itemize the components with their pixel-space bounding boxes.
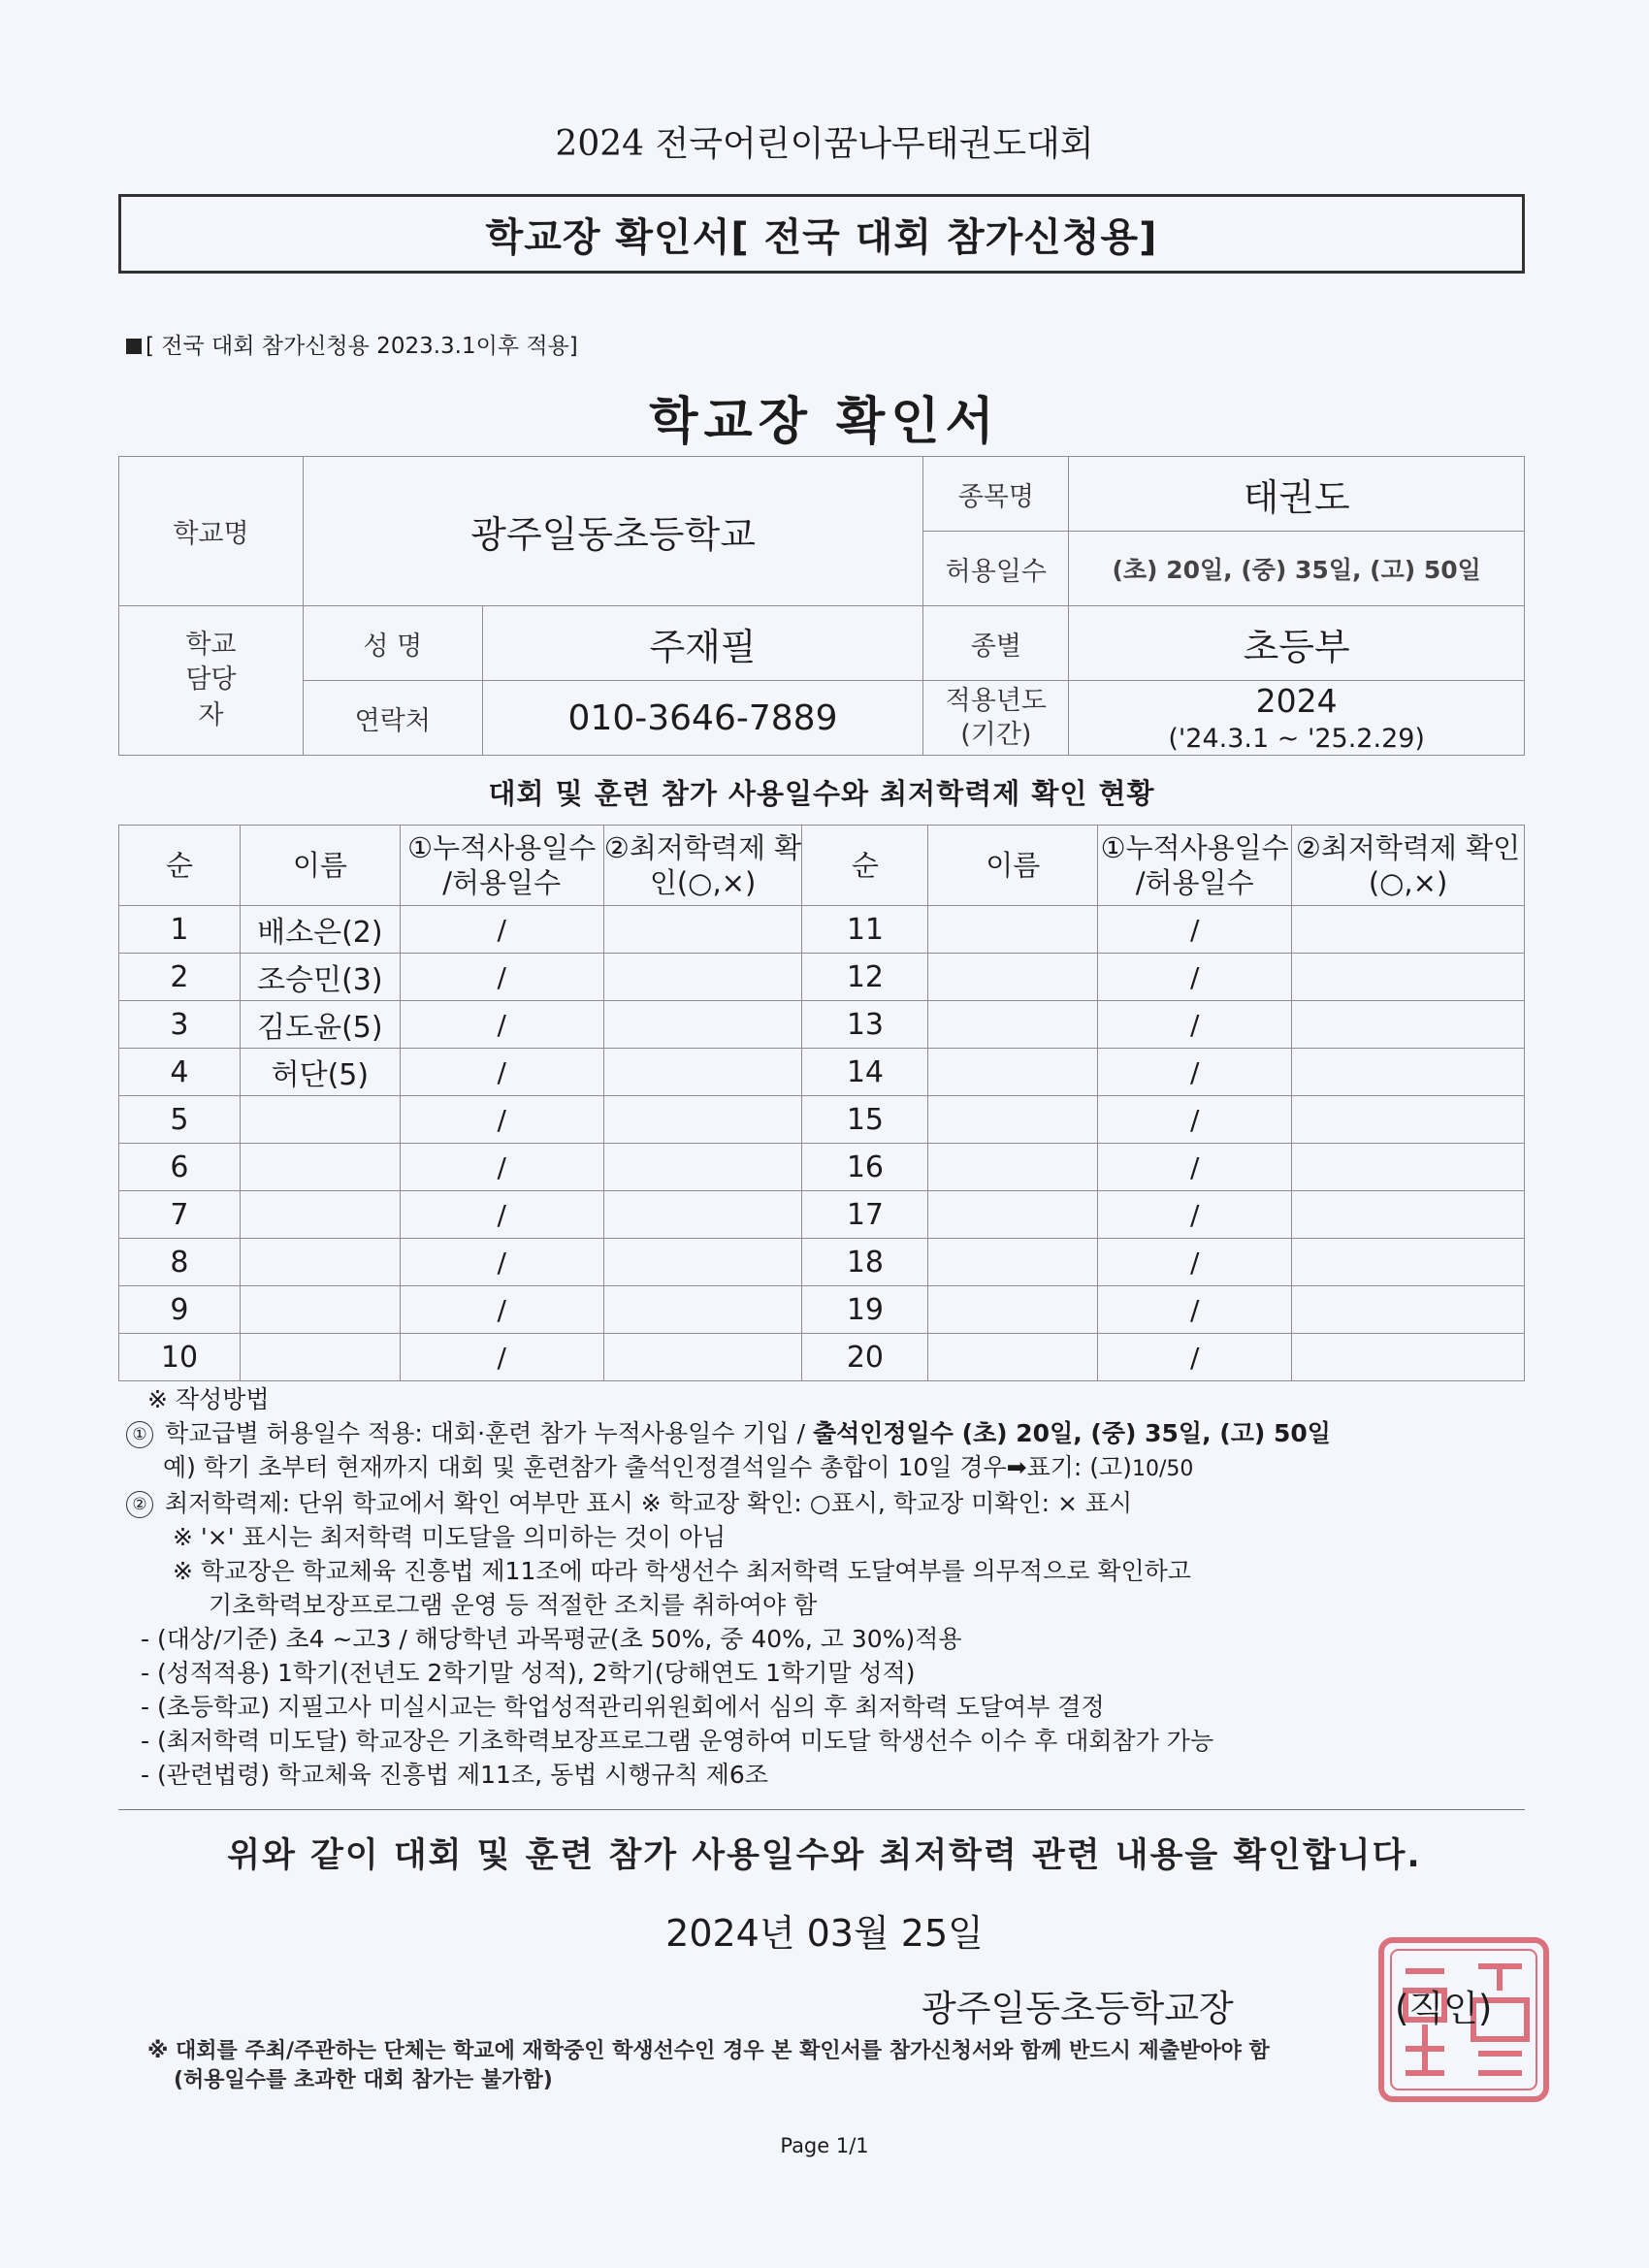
row-no: 10 <box>119 1334 241 1381</box>
note-2-sub-2: ※ 학교장은 학교체육 진흥법 제11조에 따라 학생선수 최저학력 도달여부를 의무적으로 확인하고 <box>173 1557 1191 1585</box>
note-2-sub-1: ※ '×' 표시는 최저학력 미도달을 의미하는 것이 아님 <box>173 1523 727 1551</box>
row-no: 12 <box>802 954 928 1001</box>
row-min <box>1292 954 1525 1001</box>
row-no: 9 <box>119 1286 241 1334</box>
note-2 <box>126 1486 1533 1520</box>
row-name: 배소은(2) <box>240 906 400 954</box>
row-name <box>240 1191 400 1239</box>
detail-3: - (초등학교) 지필고사 미실시교는 학업성적관리위원회에서 심의 후 최저학력 도달여부 결정 <box>141 1693 1105 1721</box>
row-no: 15 <box>802 1096 928 1144</box>
year-label <box>923 681 1069 756</box>
row-name <box>928 1239 1098 1286</box>
info-table <box>118 456 1525 756</box>
table-row <box>119 1001 1525 1049</box>
sport-label: 종목명 <box>923 457 1069 532</box>
row-no: 13 <box>802 1001 928 1049</box>
row-used: / <box>400 1334 603 1381</box>
year-label-text: 적용년도 (기간) <box>945 685 1047 750</box>
row-no: 14 <box>802 1049 928 1096</box>
row-min <box>1292 1334 1525 1381</box>
row-min <box>603 1286 802 1334</box>
roster-table <box>118 825 1525 1381</box>
note-2-sub-3: 기초학력보장프로그램 운영 등 적절한 조치를 취하여야 함 <box>209 1591 818 1619</box>
row-min <box>603 1001 802 1049</box>
row-min <box>1292 1286 1525 1334</box>
note-1-example <box>126 1450 1533 1486</box>
writing-instructions <box>126 1382 1533 1792</box>
circled-two: ② <box>126 1491 153 1518</box>
detail-4: - (최저학력 미도달) 학교장은 기초학력보장프로그램 운영하여 미도달 학생선수 이수 후 대회참가 가능 <box>141 1727 1214 1755</box>
row-no: 11 <box>802 906 928 954</box>
row-min <box>603 1239 802 1286</box>
row-name <box>240 1286 400 1334</box>
header-no: 순 <box>119 826 241 906</box>
row-no: 6 <box>119 1144 241 1191</box>
name-value: 주재필 <box>482 606 923 681</box>
row-name: 조승민(3) <box>240 954 400 1001</box>
detail-5: - (관련법령) 학교체육 진흥법 제11조, 동법 시행규칙 제6조 <box>141 1761 768 1789</box>
row-min <box>1292 906 1525 954</box>
row-used: / <box>1098 1334 1292 1381</box>
footnote <box>147 2037 1270 2095</box>
school-label: 학교명 <box>119 457 304 606</box>
row-name <box>928 1096 1098 1144</box>
row-name <box>240 1144 400 1191</box>
phone-label: 연락처 <box>303 681 482 756</box>
allow-value: (초) 20일, (중) 35일, (고) 50일 <box>1069 532 1525 606</box>
row-min <box>603 1049 802 1096</box>
school-value: 광주일동초등학교 <box>303 457 922 606</box>
page-number: Page 1/1 <box>780 2134 869 2157</box>
footnote-line-2: (허용일수를 초과한 대회 참가는 불가함) <box>174 2068 553 2092</box>
row-used: / <box>1098 1096 1292 1144</box>
apply-note-text: [ 전국 대회 참가신청용 2023.3.1이후 적용] <box>146 334 578 359</box>
division-value: 초등부 <box>1069 606 1525 681</box>
row-used: / <box>400 1001 603 1049</box>
row-name <box>928 1191 1098 1239</box>
row-min <box>1292 1191 1525 1239</box>
row-used: / <box>400 906 603 954</box>
header-min: ②최저학력제 확인(○,×) <box>1292 826 1525 906</box>
row-used: / <box>1098 1049 1292 1096</box>
note-1 <box>126 1416 1533 1450</box>
table-row <box>119 1049 1525 1096</box>
note-1-example-text: 예) 학기 초부터 현재까지 대회 및 훈련참가 출석인정결석일수 총합이 10일 경우➡표기: (고) <box>163 1453 1132 1481</box>
row-no: 5 <box>119 1096 241 1144</box>
row-used: / <box>1098 1239 1292 1286</box>
table-row <box>119 1239 1525 1286</box>
row-no: 18 <box>802 1239 928 1286</box>
footnote-line-1: ※ 대회를 주최/주관하는 단체는 학교에 재학중인 학생선수인 경우 본 확인서를 참가신청서와 함께 반드시 제출받아야 함 <box>147 2039 1270 2063</box>
circled-one: ① <box>126 1421 153 1448</box>
row-used: / <box>400 1286 603 1334</box>
confirm-statement: 위와 같이 대회 및 훈련 참가 사용일수와 최저학력 관련 내용을 확인합니다. <box>227 1836 1422 1875</box>
row-name <box>928 1286 1098 1334</box>
table-row <box>119 1191 1525 1239</box>
header-no: 순 <box>802 826 928 906</box>
divider <box>118 1809 1525 1810</box>
row-min <box>603 906 802 954</box>
table-row <box>119 1096 1525 1144</box>
row-used: / <box>400 1096 603 1144</box>
note-1-example-small: 10/50 <box>1131 1457 1194 1481</box>
row-no: 19 <box>802 1286 928 1334</box>
square-bullet-icon <box>126 339 142 354</box>
row-used: / <box>1098 906 1292 954</box>
row-min <box>603 1144 802 1191</box>
year-cell <box>1069 681 1525 756</box>
detail-1: - (대상/기준) 초4 ~고3 / 해당학년 과목평균(초 50%, 중 40%, 고 30%)적용 <box>141 1625 962 1653</box>
year-value: 2024 <box>1255 682 1338 720</box>
row-name <box>240 1239 400 1286</box>
row-used: / <box>1098 1001 1292 1049</box>
header-min: ②최저학력제 확인(○,×) <box>603 826 802 906</box>
row-name <box>928 906 1098 954</box>
row-name <box>240 1096 400 1144</box>
row-name: 김도윤(5) <box>240 1001 400 1049</box>
sport-value: 태권도 <box>1069 457 1525 532</box>
table-row <box>119 1334 1525 1381</box>
row-name <box>928 954 1098 1001</box>
row-used: / <box>400 1239 603 1286</box>
table-row <box>119 954 1525 1001</box>
row-min <box>1292 1239 1525 1286</box>
row-min <box>603 954 802 1001</box>
allow-label: 허용일수 <box>923 532 1069 606</box>
header-box-title: 학교장 확인서[ 전국 대회 참가신청용] <box>485 214 1158 260</box>
detail-2: - (성적적용) 1학기(전년도 2학기말 성적), 2학기(당해연도 1학기말 성적) <box>141 1659 916 1687</box>
row-used: / <box>1098 954 1292 1001</box>
name-label: 성 명 <box>303 606 482 681</box>
row-min <box>603 1334 802 1381</box>
row-no: 4 <box>119 1049 241 1096</box>
row-no: 1 <box>119 906 241 954</box>
header-name: 이름 <box>240 826 400 906</box>
issue-date: 2024년 03월 25일 <box>665 1912 984 1955</box>
row-used: / <box>400 1049 603 1096</box>
row-no: 16 <box>802 1144 928 1191</box>
row-used: / <box>400 1144 603 1191</box>
section-title: 대회 및 훈련 참가 사용일수와 최저학력제 확인 현황 <box>488 777 1155 810</box>
seal-label: (직인) <box>1395 1988 1493 2029</box>
roster-header-row <box>119 826 1525 906</box>
principal-name: 광주일동초등학교장 <box>922 1988 1234 2029</box>
note-1-text: 학교급별 허용일수 적용: 대회·훈련 참가 누적사용일수 기입 / <box>165 1419 813 1447</box>
note-2-text: 최저학력제: 단위 학교에서 확인 여부만 표시 ※ 학교장 확인: ○표시, 학교장 미확인: × 표시 <box>165 1489 1133 1517</box>
header-box <box>118 194 1525 274</box>
row-no: 8 <box>119 1239 241 1286</box>
event-title: 2024 전국어린이꿈나무태권도대회 <box>555 124 1094 164</box>
row-min <box>1292 1049 1525 1096</box>
row-min <box>1292 1144 1525 1191</box>
row-used: / <box>1098 1144 1292 1191</box>
contact-person-label-text: 학교 담당자 <box>185 629 237 730</box>
table-row <box>119 906 1525 954</box>
row-no: 2 <box>119 954 241 1001</box>
row-min <box>603 1191 802 1239</box>
row-name <box>928 1334 1098 1381</box>
header-used: ①누적사용일수 /허용일수 <box>400 826 603 906</box>
row-min <box>603 1096 802 1144</box>
row-name: 허단(5) <box>240 1049 400 1096</box>
doc-title: 학교장 확인서 <box>649 393 1000 451</box>
row-used: / <box>1098 1286 1292 1334</box>
row-no: 7 <box>119 1191 241 1239</box>
row-no: 20 <box>802 1334 928 1381</box>
row-used: / <box>400 1191 603 1239</box>
apply-note <box>126 328 578 360</box>
table-row <box>119 1286 1525 1334</box>
row-no: 17 <box>802 1191 928 1239</box>
phone-value: 010-3646-7889 <box>482 681 923 756</box>
row-min <box>1292 1001 1525 1049</box>
row-used: / <box>1098 1191 1292 1239</box>
header-used: ①누적사용일수 /허용일수 <box>1098 826 1292 906</box>
division-label: 종별 <box>923 606 1069 681</box>
row-name <box>240 1334 400 1381</box>
notes-heading: ※ 작성방법 <box>147 1385 270 1413</box>
row-name <box>928 1144 1098 1191</box>
row-no: 3 <box>119 1001 241 1049</box>
note-1-bold: 출석인정일수 (초) 20일, (중) 35일, (고) 50일 <box>812 1419 1331 1447</box>
row-used: / <box>400 954 603 1001</box>
year-period: ('24.3.1 ~ '25.2.29) <box>1168 724 1425 754</box>
contact-person-label <box>119 606 304 756</box>
header-name: 이름 <box>928 826 1098 906</box>
row-name <box>928 1001 1098 1049</box>
row-name <box>928 1049 1098 1096</box>
row-min <box>1292 1096 1525 1144</box>
table-row <box>119 1144 1525 1191</box>
